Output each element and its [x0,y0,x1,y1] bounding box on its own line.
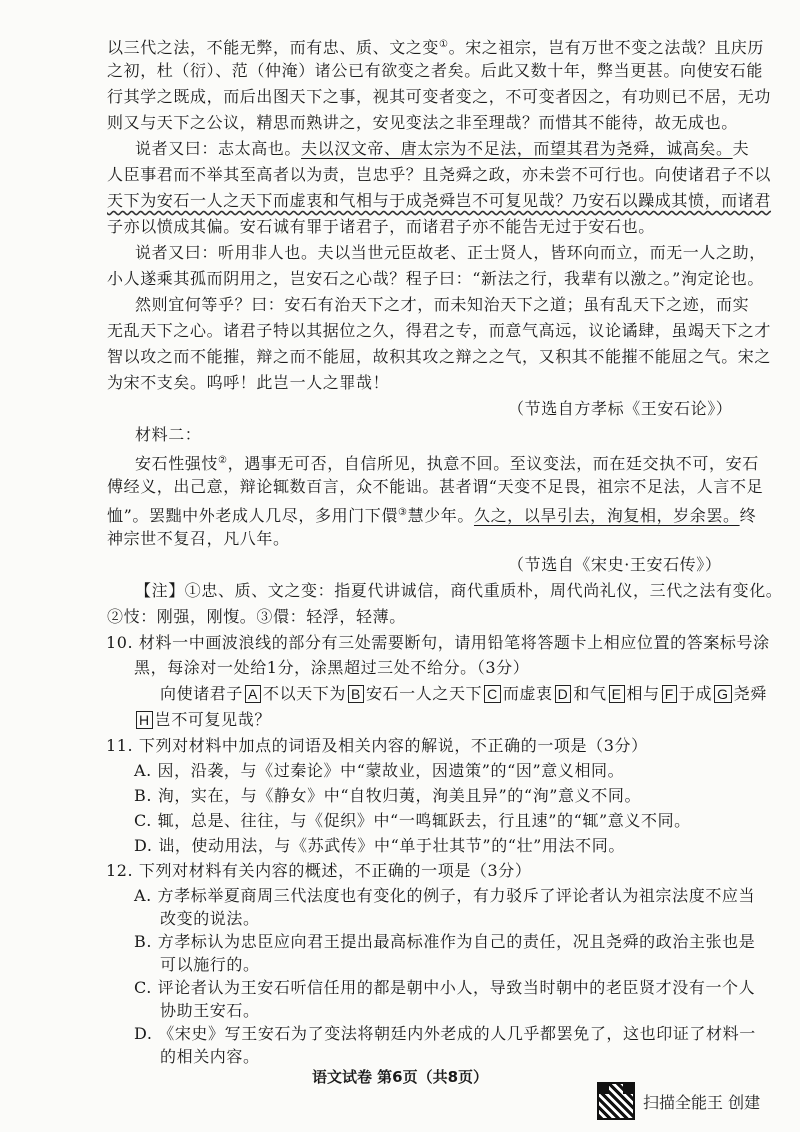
question-11-option-d[interactable]: D. 诎，使动用法，与《苏武传》中“单于壮其节”的“壮”用法不同。 [134,836,625,855]
text: 夫 [732,139,750,158]
question-10-stem: 10. 材料一中画波浪线的部分有三处需要断句，请用铅笔将答题卡上相应位置的答案标号涂 [106,633,770,652]
text-line: 无乱天下之心。诸君子特以其据位之久，得君之专，而意气高远，议论谲肆，虽竭天下之才 [107,321,772,340]
text: 安石一人之天下 [365,684,483,703]
question-11-option-b[interactable]: B. 洵，实在，与《静女》中“自牧归荑，洵美且异”的“洵”意义不同。 [134,786,642,805]
text: 和气 [573,684,607,703]
text: 安石性强忮 [135,454,219,473]
text-line: 则又与天下之公议，精思而熟讲之，安见变法之非至理哉？而惜其不能待，故无成也。 [107,113,738,132]
footnote-mark: ③ [397,507,408,518]
footnote-mark: ① [439,39,449,50]
text-line: 智以攻之而不能摧，辩之而不能屈，故积其攻之辩之之气，又积其不能摧不能屈之气。宋之 [107,347,772,366]
text: 不以天下为 [262,684,346,703]
scanner-watermark: 扫描全能王 创建 [643,1093,761,1112]
question-12-option-c-cont: 协助王安石。 [160,1001,260,1020]
question-10-options [134,709,271,731]
text-line: 子亦以愤成其偏。安石诚有罪于诸君子，而诸君子亦不能告无过于安石也。 [107,217,655,236]
text: 以三代之法，不能无弊，而有忠、质、文之变 [107,38,440,57]
text: 相与 [626,684,660,703]
text-line: 之初，杜（衍）、范（仲淹）诸公已有欲变之者矣。后此又数十年，弊当更甚。向使安石能 [107,61,764,80]
question-11-stem: 11. 下列对材料中加点的词语及相关内容的解说，不正确的一项是（3分） [106,736,648,755]
text-line: 人臣事君而不举其至高者以为责，岂忠乎？且尧舜之政，亦未尝不可行也。向使诸君子不以 [107,165,772,184]
text-line: 行其学之既成，而后出图天下之事，视其可变者变之，不可变者因之，有功则已不居，无功 [107,87,772,106]
qr-code-icon [597,1082,635,1120]
text: 慧少年。 [407,506,474,525]
question-12-option-a-cont: 改变的说法。 [160,909,260,928]
question-12-option-a[interactable]: A. 方孝标举夏商周三代法度也有变化的例子，有力驳斥了评论者认为祖宗法度不应当 [134,886,756,905]
text-line: 说者又曰：听用非人也。夫以当世元臣故老、正士贤人，皆环向而立，而无一人之助， [135,243,766,262]
section-heading: 材料二： [135,425,202,444]
break-option-g[interactable]: G [714,685,732,703]
source-citation: （节选自《宋史·王安石传》） [508,555,722,574]
text-line: 为宋不支矣。呜呼！此岂一人之罪哉！ [107,373,390,392]
text-line [135,138,749,160]
text: 岂不可复见哉？ [154,710,271,729]
break-option-h[interactable]: H [136,711,153,729]
text: 恤”。罢黜中外老成人几尽，多用门下儇 [107,506,398,525]
question-12-option-c[interactable]: C. 评论者认为王安石听信任用的都是朝中小人，导致当时朝中的老臣贤才没有一个人 [134,978,756,997]
text: ，遇事无可否，自信所见，执意不回。至议变法，而在廷交执不可，安石 [227,454,759,473]
break-option-c[interactable]: C [484,685,501,703]
text: 终 [739,506,757,525]
break-option-e[interactable]: E [609,685,625,703]
text: 尧舜 [733,684,767,703]
break-option-d[interactable]: D [555,685,572,703]
footnote-mark: ② [218,455,228,466]
text-line [107,34,764,59]
break-option-f[interactable]: F [662,685,677,703]
text-line: 神宗世不复召，凡八年。 [107,529,290,548]
text: 向使诸君子 [160,684,244,703]
question-12-stem: 12. 下列对材料有关内容的概述，不正确的一项是（3分） [106,861,532,880]
question-10-stem: 黑，每涂对一处给1分，涂黑超过三处不给分。（3分） [134,658,530,677]
question-12-option-b[interactable]: B. 方孝标认为忠臣应向君王提出最高标准作为自己的责任，况且尧舜的政治主张也是 [134,932,756,951]
text: 。宋之祖宗，岂有万世不变之法哉？且庆历 [448,38,764,57]
text: 于成 [678,684,713,703]
question-12-option-b-cont: 可以施行的。 [160,955,260,974]
page-footer: 语文试卷 第6页（共8页） [311,1068,489,1086]
question-11-option-c[interactable]: C. 辄，总是、往往，与《促织》中“一鸣辄跃去，行且速”的“辄”意义不同。 [134,811,691,830]
question-10-options [160,683,767,705]
text-line: 小人遂乘其孤而阴用之，岂安石之心哉？程子曰：“新法之行，我辈有以激之。”洵定论也。 [107,269,764,288]
question-11-option-a[interactable]: A. 因，沿袭，与《过秦论》中“蒙故业，因遗策”的“因”意义相同。 [134,761,625,780]
underlined-text: 夫以汉文帝、唐太宗为不足法，而望其君为尧舜，诚高矣。 [301,139,733,158]
question-12-option-d-cont: 的相关内容。 [160,1047,260,1066]
wavy-underlined-line: 天下为安石一人之天下而虚衷和气相与于成尧舜岂不可复见哉？乃安石以躁成其愤，而诸君 [107,191,772,210]
break-option-b[interactable]: B [348,685,364,703]
text: 说者又曰：志太高也。 [135,139,302,158]
text-line: 然则宜何等乎？曰：安石有治天下之才，而未知治天下之道；虽有乱天下之迹，而实 [135,295,750,314]
source-citation: （节选自方孝标《王安石论》） [508,399,733,418]
break-option-a[interactable]: A [245,685,261,703]
text-line [135,450,759,475]
note-line: 【注】①忠、质、文之变：指夏代讲诚信，商代重质朴，周代尚礼仪，三代之法有变化。 [135,581,783,600]
text-line: 傅经义，出己意，辩论辄数百言，众不能诎。甚者谓“天变不足畏，祖宗不足法，人言不足 [107,477,764,496]
question-12-option-d[interactable]: D. 《宋史》写王安石为了变法将朝廷内外老成的人几乎都罢免了，这也印证了材料一 [134,1024,756,1043]
text-line [107,502,756,527]
note-line: ②忮：刚强，刚愎。③儇：轻浮，轻薄。 [107,607,406,626]
underlined-text: 久之，以旱引去，洵复相，岁余罢。 [473,506,740,525]
text: 而虚衷 [502,684,553,703]
